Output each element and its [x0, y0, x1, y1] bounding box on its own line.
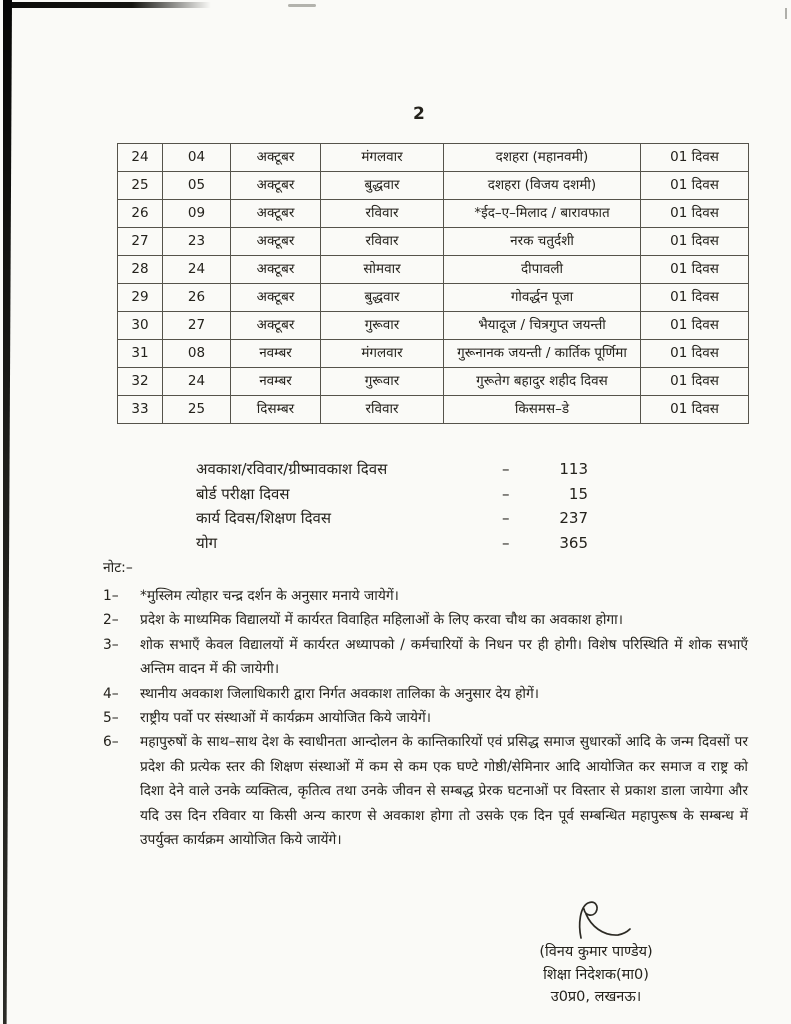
summary-dash: – — [502, 460, 510, 478]
cell-date: 24 — [163, 368, 231, 396]
note-item — [103, 608, 748, 632]
holiday-table-body — [118, 144, 749, 424]
summary-row — [196, 506, 588, 531]
cell-duration: 01 दिवस — [641, 284, 749, 312]
cell-date: 23 — [163, 228, 231, 256]
scan-artifact-top-line — [3, 2, 211, 8]
signatory-name: (विनय कुमार पाण्डेय) — [539, 944, 653, 960]
cell-date: 27 — [163, 312, 231, 340]
page-number: 2 — [413, 104, 426, 124]
holiday-table — [117, 143, 749, 424]
cell-holiday: गुरूनानक जयन्ती / कार्तिक पूर्णिमा — [444, 340, 641, 368]
cell-day: सोमवार — [321, 256, 444, 284]
cell-month: अक्टूबर — [231, 228, 321, 256]
note-text: प्रदेश के माध्यमिक विद्यालयों में कार्यरत विवाहित महिलाओं के लिए करवा चौथ का अवकाश होगा। — [140, 612, 623, 629]
note-number: 6– — [103, 734, 119, 751]
signatory-title: शिक्षा निदेशक(मा0) — [543, 966, 649, 983]
note-text: स्थानीय अवकाश जिलाधिकारी द्वारा निर्गत अवकाश तालिका के अनुसार देय होगें। — [140, 685, 539, 702]
cell-serial: 30 — [118, 312, 163, 340]
note-item — [103, 633, 748, 682]
cell-day: मंगलवार — [321, 340, 444, 368]
cell-holiday: भैयादूज / चित्रगुप्त जयन्ती — [444, 312, 641, 340]
signature-block — [495, 941, 697, 1009]
cell-month: अक्टूबर — [231, 284, 321, 312]
note-number: 5– — [103, 710, 119, 727]
cell-serial: 32 — [118, 368, 163, 396]
cell-duration: 01 दिवस — [641, 312, 749, 340]
cell-day: मंगलवार — [321, 144, 444, 172]
cell-day: बुद्धवार — [321, 284, 444, 312]
summary-value: 15 — [568, 484, 588, 503]
summary-label: कार्य दिवस/शिक्षण दिवस — [196, 509, 332, 528]
cell-month: अक्टूबर — [231, 172, 321, 200]
cell-serial: 25 — [118, 172, 163, 200]
table-row — [118, 284, 749, 312]
summary-block — [196, 457, 588, 556]
cell-duration: 01 दिवस — [641, 368, 749, 396]
note-text: राष्ट्रीय पर्वो पर संस्थाओं में कार्यक्रम आयोजित किये जायेगें। — [140, 710, 432, 727]
cell-day: बुद्धवार — [321, 172, 444, 200]
table-row — [118, 172, 749, 200]
cell-serial: 29 — [118, 284, 163, 312]
cell-duration: 01 दिवस — [641, 340, 749, 368]
scan-artifact-left-edge — [3, 0, 12, 1024]
cell-duration: 01 दिवस — [641, 200, 749, 228]
cell-holiday: दीपावली — [444, 256, 641, 284]
cell-duration: 01 दिवस — [641, 172, 749, 200]
summary-dash: – — [502, 534, 510, 553]
cell-month: नवम्बर — [231, 368, 321, 396]
summary-dash: – — [502, 509, 510, 528]
cell-serial: 24 — [118, 144, 163, 172]
scan-artifact-top-dash — [288, 4, 316, 7]
note-number: 4– — [103, 685, 119, 702]
cell-day: रविवार — [321, 396, 444, 424]
cell-serial: 28 — [118, 256, 163, 284]
cell-month: अक्टूबर — [231, 312, 321, 340]
cell-date: 09 — [163, 200, 231, 228]
cell-holiday: गोवर्द्धन पूजा — [444, 284, 641, 312]
summary-label: अवकाश/रविवार/ग्रीष्मावकाश दिवस — [196, 460, 388, 478]
signatory-location: उ0प्र0, लखनऊ। — [550, 989, 642, 1005]
note-item — [103, 682, 748, 706]
note-text: *मुस्लिम त्योहार चन्द्र दर्शन के अनुसार मनाये जायेगें। — [140, 588, 399, 604]
cell-serial: 31 — [118, 340, 163, 368]
table-row — [118, 256, 749, 284]
cell-day: रविवार — [321, 228, 444, 256]
summary-row — [196, 482, 588, 507]
summary-row — [196, 531, 588, 556]
cell-month: अक्टूबर — [231, 256, 321, 284]
note-text: महापुरुषों के साथ–साथ देश के स्वाधीनता आन्दोलन के कान्तिकारियों एवं प्रसिद्ध समाज सुधारकों आदि के जन्म दिवसों पर प्रदेश की प्रत्येक स्तर की शिक्षण संस्थाओं में कम से कम एक घण्टे गोष्ठी/सेमिनार आदि आयोजित कर समाज व राष्ट्र को दिशा देने वाले उनके व्यक्तित्व, कृतित्व तथा उनके जीवन से सम्बद्ध प्रेरक घटनाओं पर विस्तार से प्रकाश डाला जायेगा और यदि उस दिन रविवार या किसी अन्य कारण से अवकाश होगा तो उसके एक दिन पूर्व सम्बन्धित महापुरूष के सम्बन्ध में उपर्युक्त कार्यक्रम आयोजित किये जायेंगे। — [140, 734, 748, 849]
table-row — [118, 144, 749, 172]
cell-duration: 01 दिवस — [641, 144, 749, 172]
table-row — [118, 228, 749, 256]
table-row — [118, 340, 749, 368]
cell-day: रविवार — [321, 200, 444, 228]
summary-row — [196, 457, 588, 482]
scan-artifact-top-right — [785, 8, 787, 19]
summary-dash: – — [502, 484, 510, 503]
notes-heading: नोट:– — [103, 560, 133, 576]
note-item — [103, 706, 748, 730]
notes-list — [103, 584, 748, 852]
table-row — [118, 368, 749, 396]
cell-day: गुरूवार — [321, 312, 444, 340]
note-number: 1– — [103, 588, 119, 604]
table-row — [118, 396, 749, 424]
cell-holiday: दशहरा (महानवमी) — [444, 144, 641, 172]
summary-value: 237 — [559, 509, 588, 528]
cell-date: 25 — [163, 396, 231, 424]
signature-mark — [571, 898, 633, 948]
summary-rows — [196, 457, 588, 556]
summary-label: योग — [196, 534, 218, 553]
cell-holiday: नरक चतुर्दशी — [444, 228, 641, 256]
summary-value: 365 — [559, 534, 588, 553]
cell-day: गुरूवार — [321, 368, 444, 396]
note-number: 3– — [103, 636, 119, 653]
cell-date: 24 — [163, 256, 231, 284]
cell-month: अक्टूबर — [231, 200, 321, 228]
cell-holiday: *ईद–ए–मिलाद / बारावफात — [444, 200, 641, 228]
cell-duration: 01 दिवस — [641, 228, 749, 256]
cell-duration: 01 दिवस — [641, 396, 749, 424]
table-row — [118, 200, 749, 228]
cell-month: दिसम्बर — [231, 396, 321, 424]
cell-holiday: गुरूतेग बहादुर शहीद दिवस — [444, 368, 641, 396]
note-item — [103, 730, 748, 852]
cell-month: अक्टूबर — [231, 144, 321, 172]
summary-label: बोर्ड परीक्षा दिवस — [196, 484, 290, 503]
cell-date: 08 — [163, 340, 231, 368]
cell-serial: 27 — [118, 228, 163, 256]
cell-duration: 01 दिवस — [641, 256, 749, 284]
cell-date: 26 — [163, 284, 231, 312]
cell-date: 05 — [163, 172, 231, 200]
note-item — [103, 584, 748, 608]
cell-date: 04 — [163, 144, 231, 172]
summary-value: 113 — [559, 460, 588, 478]
note-text: शोक सभाएँ केवल विद्यालयों में कार्यरत अध्यापको / कर्मचारियों के निधन पर ही होगी। विशेष परिस्थिति में शोक सभाएँ अन्तिम वादन में की जायेगी। — [140, 636, 748, 678]
cell-holiday: दशहरा (विजय दशमी) — [444, 172, 641, 200]
table-row — [118, 312, 749, 340]
cell-serial: 26 — [118, 200, 163, 228]
cell-serial: 33 — [118, 396, 163, 424]
cell-holiday: किसमस–डे — [444, 396, 641, 424]
notes-section — [103, 556, 748, 852]
cell-month: नवम्बर — [231, 340, 321, 368]
note-number: 2– — [103, 612, 119, 629]
